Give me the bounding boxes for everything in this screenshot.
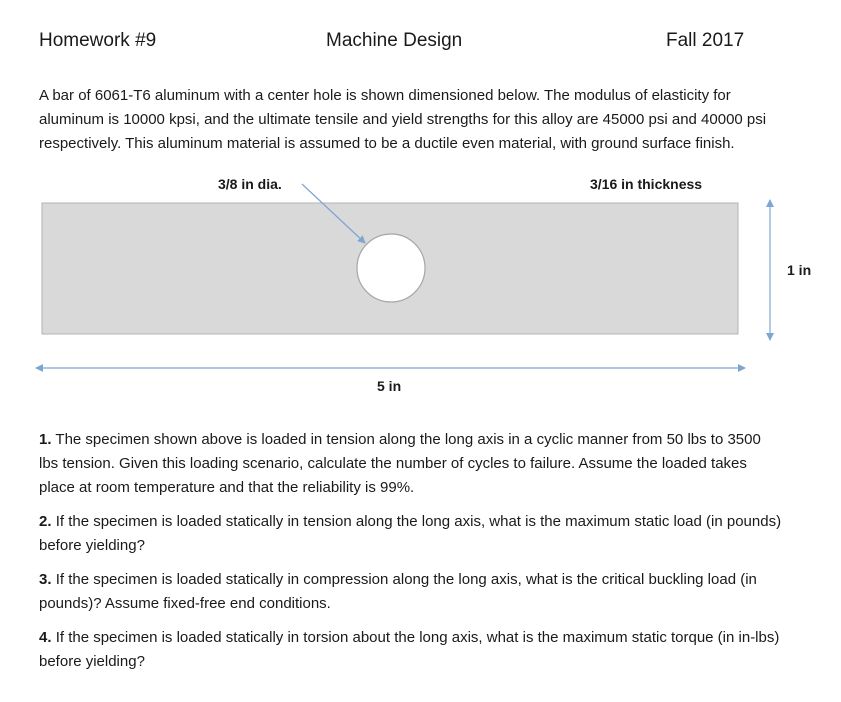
hole-diameter-label: 3/8 in dia.: [218, 176, 282, 192]
question-number: 1.: [39, 431, 52, 448]
question-list: [39, 428, 784, 684]
center-hole: [357, 234, 425, 302]
question-number: 4.: [39, 629, 52, 646]
question-text: If the specimen is loaded statically in compression along the long axis, what is the critical buckling load (in pounds)? Assume fixed-free end conditions.: [39, 571, 757, 612]
question-text: The specimen shown above is loaded in tension along the long axis in a cyclic manner from 50 lbs to 3500 lbs tension. Given this loading scenario, calculate the number of cycles to failure. Assume the loaded takes place at room temperature and that the reliability is 99%.: [39, 431, 761, 496]
length-label: 5 in: [377, 378, 402, 394]
aluminum-bar: [42, 203, 738, 334]
page-header: [0, 30, 841, 56]
question-item: [39, 428, 784, 500]
header-term: Fall 2017: [666, 30, 745, 51]
question-text: If the specimen is loaded statically in tension along the long axis, what is the maximum static load (in pounds) before yielding?: [39, 513, 782, 554]
problem-statement: A bar of 6061-T6 aluminum with a center hole is shown dimensioned below. The modulus of elasticity for aluminum is 10000 kpsi, and the ultimate tensile and yield strengths for this alloy are 45000 psi and 40000 psi respectively. This aluminum material is assumed to be a ductile even material, with ground surface finish.: [39, 87, 767, 152]
question-item: [39, 510, 784, 558]
question-text: If the specimen is loaded statically in torsion about the long axis, what is the maximum static torque (in in-lbs) before yielding?: [39, 629, 780, 670]
thickness-label: 3/16 in thickness: [590, 176, 703, 192]
height-label: 1 in: [787, 262, 812, 278]
question-number: 2.: [39, 513, 52, 530]
header-course-title: Machine Design: [326, 30, 463, 51]
question-item: [39, 626, 784, 674]
question-item: [39, 568, 784, 616]
header-homework-number: Homework #9: [39, 30, 157, 51]
hole-leader-arrow: [302, 184, 365, 243]
question-number: 3.: [39, 571, 52, 588]
